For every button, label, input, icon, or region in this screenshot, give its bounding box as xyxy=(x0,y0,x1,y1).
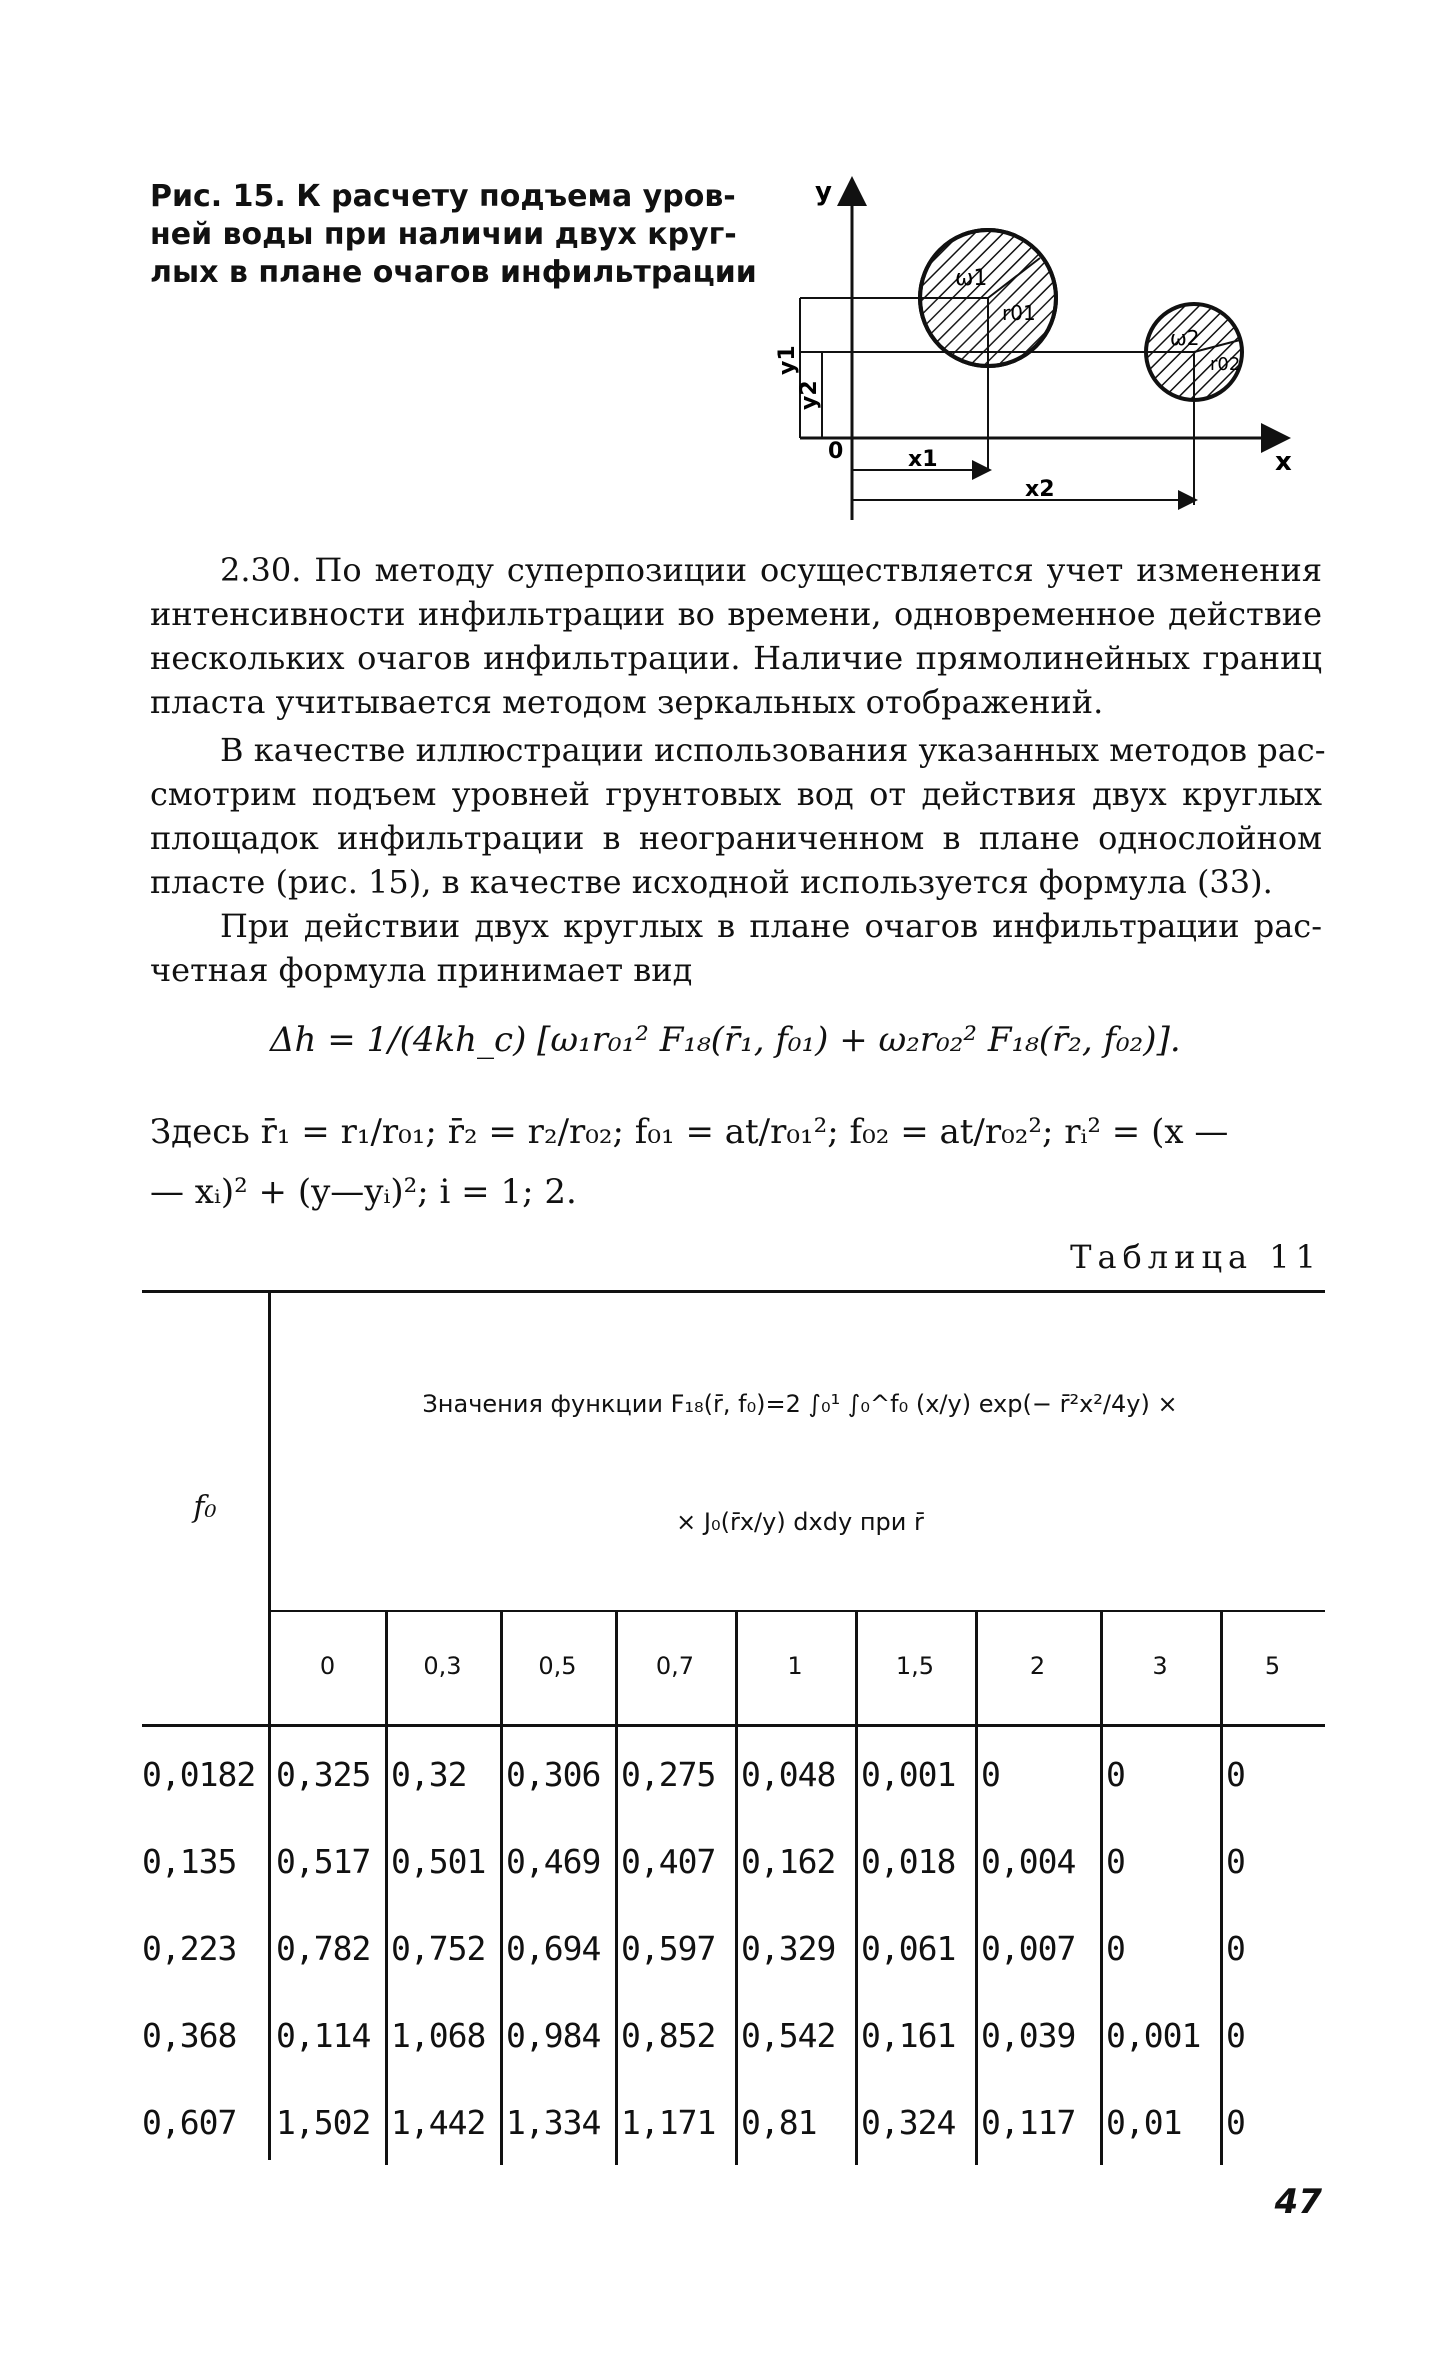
paragraph-1 xyxy=(150,548,1322,724)
table-cell: 0 xyxy=(1106,1755,1125,1794)
text-line: пласте (рис. 15), в качестве исходной используется формула (33). xyxy=(150,863,1273,901)
table-cell: 0,117 xyxy=(981,2103,1076,2142)
text-line: В качестве иллюстрации использования указанных методов рас- xyxy=(220,731,1326,769)
text-line: пласта учитывается методом зеркальных отображений. xyxy=(150,683,1104,721)
table-cell: 0,007 xyxy=(981,1929,1076,1968)
y1-label: y1 xyxy=(775,345,800,375)
table-col-line xyxy=(975,1612,978,2165)
figure-caption xyxy=(150,178,757,292)
table-col-line xyxy=(1100,1612,1103,2165)
table-cell: 0,061 xyxy=(861,1929,956,1968)
table-title: Таблица 11 xyxy=(1070,1238,1322,1276)
table-cell: 0,852 xyxy=(621,2016,716,2055)
main-formula: Δh = 1/(4kh_c) [ω₁r₀₁² F₁₈(r̄₁, f₀₁) + ω₂r₀₂² F₁₈(r̄₂, f₀₂)]. xyxy=(270,1020,1181,1060)
table-cell: 0,752 xyxy=(391,1929,486,1968)
text-line: 2.30. По методу суперпозиции осуществляется учет изменения xyxy=(220,551,1322,589)
x-axis-label: x xyxy=(1275,447,1292,477)
table-cell: 0 xyxy=(981,1755,1000,1794)
table-cell: 0,32 xyxy=(391,1755,467,1794)
table-cell: 0,597 xyxy=(621,1929,716,1968)
column-header: 1 xyxy=(787,1652,803,1680)
table-row-f0: 0,607 xyxy=(142,2103,237,2142)
table-cell: 0,325 xyxy=(276,1755,371,1794)
table-row-f0: 0,0182 xyxy=(142,1755,256,1794)
function-header-line-2: × J₀(r̄x/y) dxdy при r̄ xyxy=(676,1508,924,1536)
table-header-mid-rule xyxy=(270,1610,1325,1612)
table-first-col-line xyxy=(268,1290,271,2160)
column-header: 0,7 xyxy=(655,1652,695,1680)
table-cell: 1,171 xyxy=(621,2103,716,2142)
table-row-f0: 0,223 xyxy=(142,1929,237,1968)
table-row-f0: 0,135 xyxy=(142,1842,237,1881)
r02-label: r02 xyxy=(1210,354,1241,375)
y2-label: y2 xyxy=(797,380,822,410)
caption-line: лых в плане очагов инфильтрации xyxy=(150,255,757,290)
table-cell: 0,542 xyxy=(741,2016,836,2055)
text-line: интенсивности инфильтрации во времени, одновременное действие xyxy=(150,595,1322,633)
table-cell: 0 xyxy=(1226,2103,1245,2142)
origin-label: 0 xyxy=(828,439,844,464)
caption-line: Рис. 15. К расчету подъема уров- xyxy=(150,179,736,214)
table-cell: 0 xyxy=(1226,1842,1245,1881)
table-cell: 0,469 xyxy=(506,1842,601,1881)
column-header: 1,5 xyxy=(895,1652,935,1680)
table-cell: 0,114 xyxy=(276,2016,371,2055)
table-cell: 0 xyxy=(1226,1755,1245,1794)
table-cell: 0,001 xyxy=(861,1755,956,1794)
omega2-label: ω2 xyxy=(1170,326,1200,350)
table-top-rule xyxy=(142,1290,1325,1293)
table-cell: 0,694 xyxy=(506,1929,601,1968)
table-cell: 0,782 xyxy=(276,1929,371,1968)
x1-label: x1 xyxy=(908,447,938,472)
column-header: 5 xyxy=(1264,1652,1281,1680)
column-header: 0,3 xyxy=(423,1652,462,1680)
table-cell: 0,048 xyxy=(741,1755,836,1794)
table-cell: 0,517 xyxy=(276,1842,371,1881)
table-cell: 0,275 xyxy=(621,1755,716,1794)
table-cell: 0,324 xyxy=(861,2103,956,2142)
table-cell: 0,984 xyxy=(506,2016,601,2055)
table-cell: 0,039 xyxy=(981,2016,1076,2055)
column-header: 3 xyxy=(1152,1652,1168,1680)
formula-definitions-1: Здесь r̄₁ = r₁/r₀₁; r̄₂ = r₂/r₀₂; f₀₁ = at/r₀₁²; f₀₂ = at/r₀₂²; rᵢ² = (x — xyxy=(150,1112,1229,1152)
table-header-bottom-rule xyxy=(142,1724,1325,1727)
row-header: f₀ xyxy=(193,1490,217,1525)
table-cell: 0,161 xyxy=(861,2016,956,2055)
table-cell: 0,01 xyxy=(1106,2103,1182,2142)
text-line: четная формула принимает вид xyxy=(150,951,693,989)
table-cell: 0,018 xyxy=(861,1842,956,1881)
text-line: нескольких очагов инфильтрации. Наличие прямолинейных границ xyxy=(150,639,1322,677)
table-col-line xyxy=(385,1612,388,2165)
column-header: 2 xyxy=(1029,1652,1046,1680)
table-cell: 0,001 xyxy=(1106,2016,1201,2055)
function-header-line-1: Значения функции F₁₈(r̄, f₀)=2 ∫₀¹ ∫₀^f₀ (x/y) exp(− r̄²x²/4y) × xyxy=(422,1390,1178,1418)
r01-label: r01 xyxy=(1002,301,1036,325)
caption-line: ней воды при наличии двух круг- xyxy=(150,217,737,252)
table-cell: 0,329 xyxy=(741,1929,836,1968)
y-axis-label: y xyxy=(815,177,832,207)
table-cell: 0,501 xyxy=(391,1842,486,1881)
text-line: площадок инфильтрации в неограниченном в плане однослойном xyxy=(150,819,1322,857)
table-col-line xyxy=(615,1612,618,2165)
table-cell: 0 xyxy=(1226,2016,1245,2055)
table-col-line xyxy=(1220,1612,1223,2165)
table-cell: 0,162 xyxy=(741,1842,836,1881)
table-cell: 1,502 xyxy=(276,2103,371,2142)
table-col-line xyxy=(855,1612,858,2165)
column-header: 0 xyxy=(319,1652,336,1680)
formula-definitions-2: — xᵢ)² + (y—yᵢ)²; i = 1; 2. xyxy=(150,1172,577,1212)
table-cell: 0 xyxy=(1226,1929,1245,1968)
table-row-f0: 0,368 xyxy=(142,2016,237,2055)
circle-1-hatch xyxy=(920,230,1056,298)
table-cell: 0,306 xyxy=(506,1755,601,1794)
table-col-line xyxy=(735,1612,738,2165)
paragraph-2 xyxy=(150,728,1326,904)
table-cell: 0 xyxy=(1106,1929,1125,1968)
column-header: 0,5 xyxy=(538,1652,577,1680)
figure-diagram xyxy=(740,170,1300,540)
table-cell: 1,442 xyxy=(391,2103,486,2142)
x2-label: x2 xyxy=(1025,477,1055,502)
text-line: смотрим подъем уровней грунтовых вод от действия двух круглых xyxy=(150,775,1322,813)
omega1-label: ω1 xyxy=(955,266,988,291)
table-cell: 0,407 xyxy=(621,1842,716,1881)
table-cell: 0,004 xyxy=(981,1842,1076,1881)
text-line: При действии двух круглых в плане очагов инфильтрации рас- xyxy=(220,907,1322,945)
table-cell: 1,334 xyxy=(506,2103,601,2142)
page-number: 47 xyxy=(1274,2182,1322,2222)
table-cell: 0 xyxy=(1106,1842,1125,1881)
paragraph-3 xyxy=(150,904,1322,992)
table-col-line xyxy=(500,1612,503,2165)
table-cell: 0,81 xyxy=(741,2103,817,2142)
table-cell: 1,068 xyxy=(391,2016,486,2055)
